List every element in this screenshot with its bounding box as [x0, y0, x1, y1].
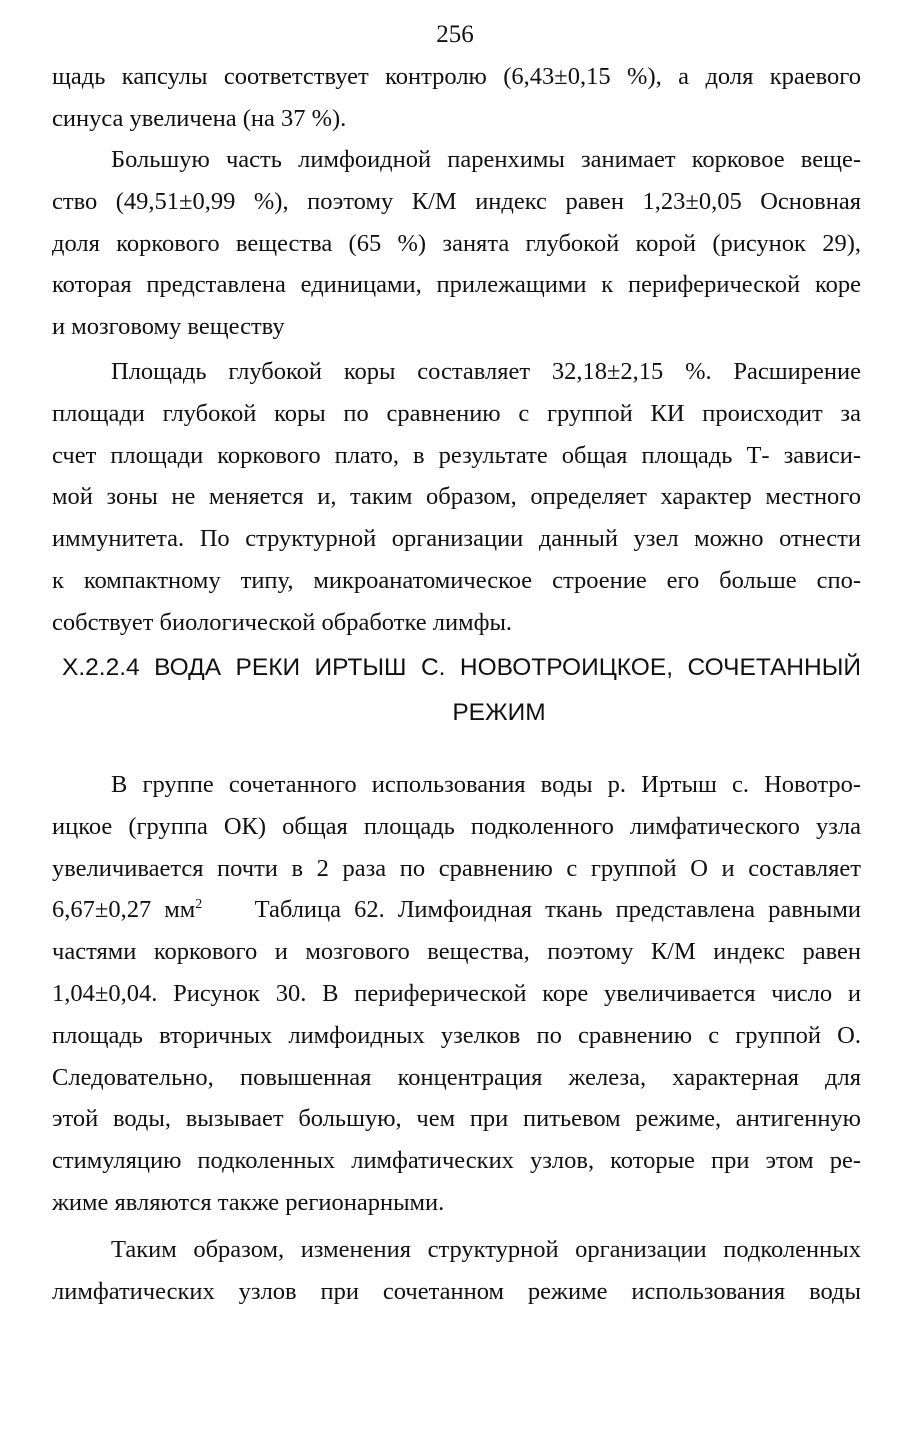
- section-heading: [52, 645, 861, 735]
- text-line: этой воды, вызывает большую, чем при питьевом режиме, антигенную: [52, 1105, 861, 1133]
- text-line: Таким образом, изменения структурной организации подколенных: [111, 1236, 861, 1263]
- line-tail: Таблица 62. Лимфоидная ткань представлена равными: [254, 896, 861, 924]
- section-heading-line-1: X.2.2.4 ВОДА РЕКИ ИРТЫШ С. НОВОТРОИЦКОЕ, СОЧЕТАННЫЙ: [62, 654, 861, 681]
- text-line: жиме являются также регионарными.: [52, 1188, 445, 1216]
- text-line: счет площади коркового плато, в результате общая площадь Т- зависи-: [52, 441, 861, 469]
- superscript: 2: [195, 897, 203, 913]
- text-line: ство (49,51±0,99 %), поэтому К/М индекс равен 1,23±0,05 Основная: [52, 187, 861, 215]
- text-line: частями коркового и мозгового вещества, поэтому К/М индекс равен: [52, 938, 861, 966]
- text-line: к компактному типу, микроанатомическое строение его больше спо-: [52, 566, 861, 594]
- page-number: 256: [436, 21, 474, 48]
- text-line: доля коркового вещества (65 %) занята глубокой корой (рисунок 29),: [52, 229, 861, 257]
- section-heading-line-2: РЕЖИМ: [452, 699, 546, 726]
- text-line: мой зоны не меняется и, таким образом, определяет характер местного: [52, 483, 861, 511]
- text-line-with-superscript: [52, 889, 861, 931]
- text-line: ицкое (группа ОК) общая площадь подколенного лимфатического узла: [52, 812, 861, 840]
- paragraph-3: [52, 351, 861, 644]
- area-value: 6,67±0,27 мм: [52, 896, 196, 924]
- paragraph-2: [52, 139, 861, 348]
- paragraph-1: [52, 56, 861, 140]
- text-line: Следовательно, повышенная концентрация железа, характерная для: [52, 1063, 861, 1091]
- text-line: синуса увеличена (на 37 %).: [52, 104, 347, 132]
- text-line: Большую часть лимфоидной паренхимы занимает корковое веще-: [111, 146, 861, 173]
- text-line: иммунитета. По структурной организации данный узел можно отнести: [52, 525, 861, 553]
- text-line: В группе сочетанного использования воды р. Иртыш с. Новотро-: [111, 771, 861, 798]
- text-line: площадь вторичных лимфоидных узелков по сравнению с группой О.: [52, 1021, 861, 1049]
- paragraph-4: [52, 764, 861, 1224]
- text-line: стимуляцию подколенных лимфатических узлов, которые при этом ре-: [52, 1147, 861, 1175]
- text-line: собствует биологической обработке лимфы.: [52, 608, 513, 636]
- text-line: которая представлена единицами, прилежащими к периферической коре: [52, 271, 861, 299]
- text-line: лимфатических узлов при сочетанном режиме использования воды: [52, 1277, 861, 1305]
- paragraph-5: [52, 1229, 861, 1313]
- text-line: и мозговому веществу: [52, 313, 285, 341]
- text-line: увеличивается почти в 2 раза по сравнению с группой О и составляет: [52, 854, 861, 882]
- text-line: Площадь глубокой коры составляет 32,18±2,15 %. Расширение: [111, 358, 861, 385]
- text-line: 1,04±0,04. Рисунок 30. В периферической коре увеличивается число и: [52, 979, 861, 1007]
- text-line: щадь капсулы соответствует контролю (6,43±0,15 %), а доля краевого: [52, 63, 861, 90]
- text-line: площади глубокой коры по сравнению с группой КИ происходит за: [52, 399, 861, 427]
